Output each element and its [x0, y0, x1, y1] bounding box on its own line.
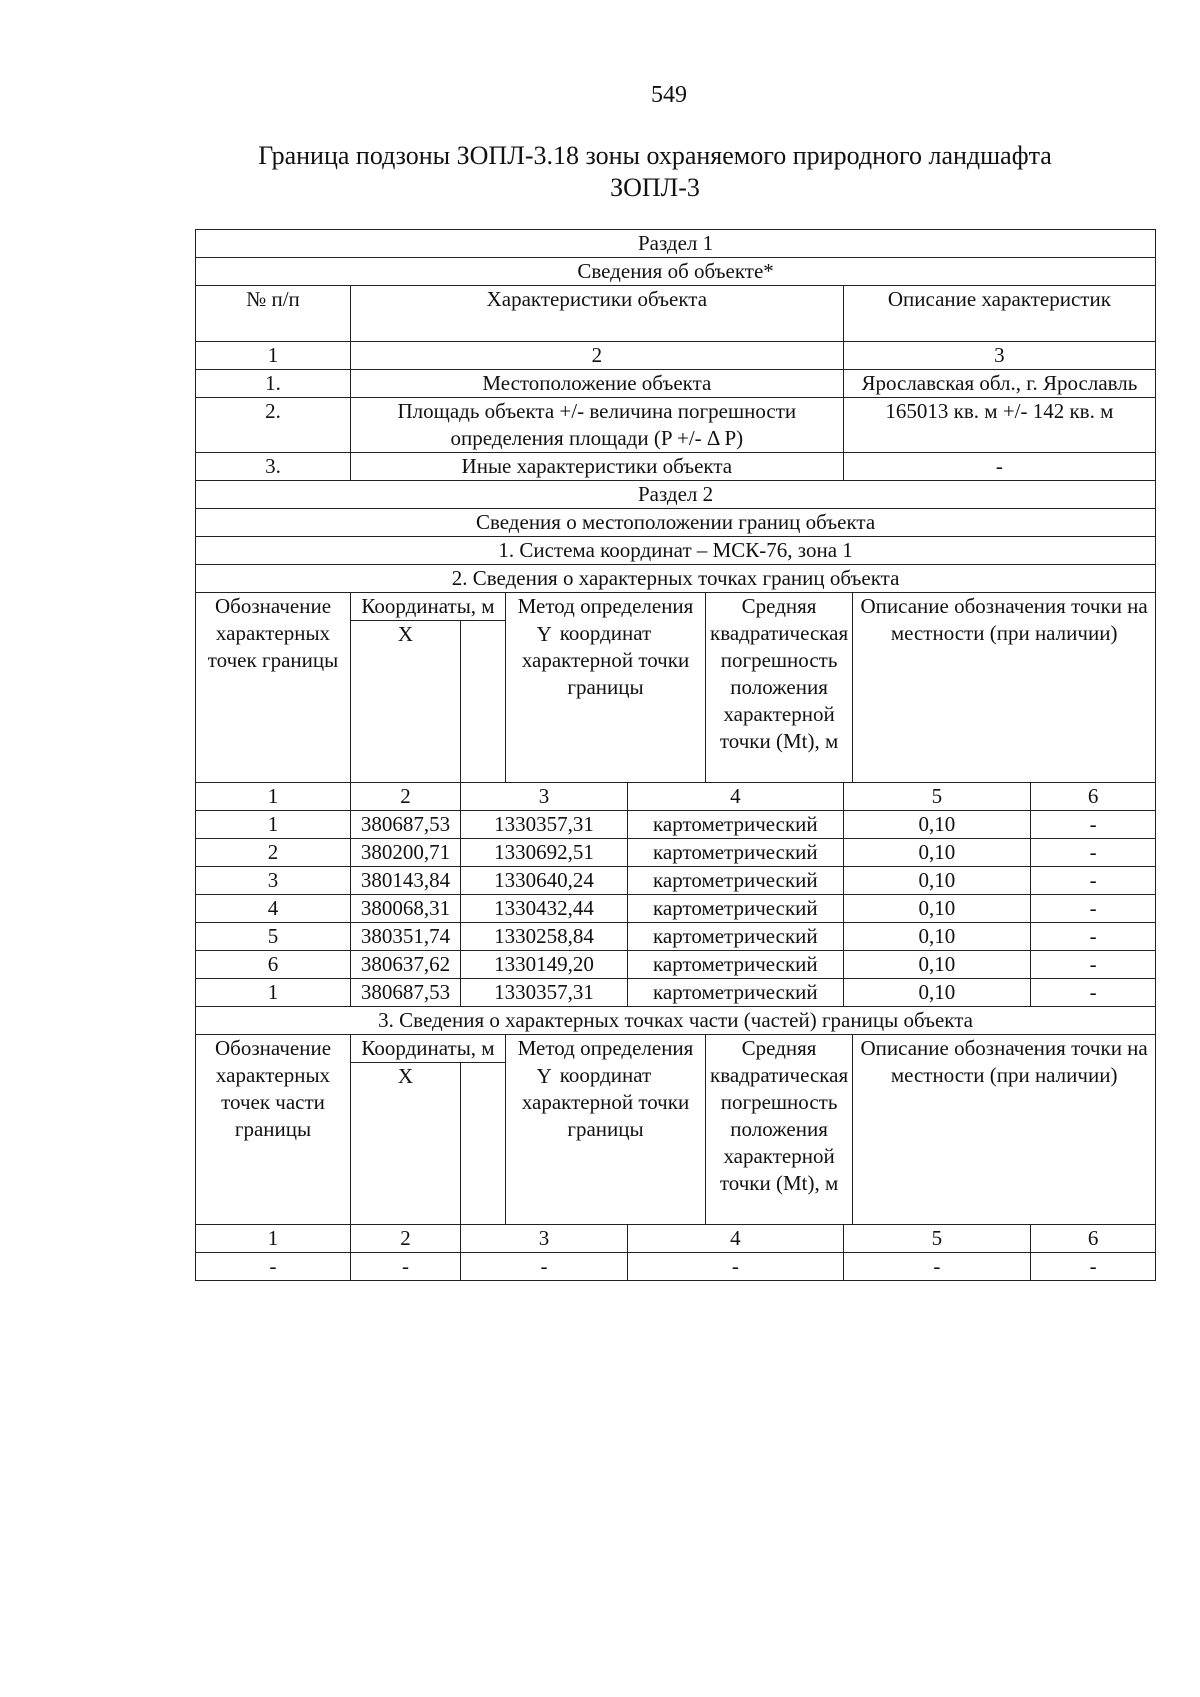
s1-colnum-1: 1 — [196, 342, 351, 370]
title-line-2: ЗОПЛ-3 — [610, 173, 700, 202]
s2-colnum-6: 6 — [1031, 783, 1156, 811]
point-number: 3 — [196, 867, 351, 895]
table-row — [196, 895, 1156, 923]
s2-colnum-1: 1 — [196, 783, 351, 811]
point-x: 380687,53 — [351, 979, 461, 1007]
parts-cell: - — [196, 1253, 351, 1281]
point-method: картометрический — [628, 895, 844, 923]
table-row — [196, 811, 1156, 839]
s1-row — [196, 398, 1156, 453]
point-x: 380687,53 — [351, 811, 461, 839]
point-method: картометрический — [628, 951, 844, 979]
section1-subtitle: Сведения об объекте* — [196, 258, 1156, 286]
boundary-table — [195, 229, 1156, 1281]
parts-cell: - — [351, 1253, 461, 1281]
s2-colnum-3: 3 — [461, 783, 628, 811]
point-method: картометрический — [628, 811, 844, 839]
s1-row-num: 3. — [196, 453, 351, 481]
parts-header-x: X — [351, 1063, 461, 1225]
s1-colnum-2: 2 — [351, 342, 844, 370]
point-desc: - — [1031, 923, 1156, 951]
point-number: 2 — [196, 839, 351, 867]
section1-title: Раздел 1 — [196, 230, 1156, 258]
point-method: картометрический — [628, 839, 844, 867]
point-x: 380351,74 — [351, 923, 461, 951]
s1-row-num: 1. — [196, 370, 351, 398]
s2-colnum-5: 5 — [843, 783, 1030, 811]
s1-row-num: 2. — [196, 398, 351, 453]
section2-subtitle: Сведения о местоположении границ объекта — [196, 509, 1156, 537]
s1-row-desc: - — [843, 453, 1155, 481]
parts-header-location: Описание обозначения точки на местности (при наличии) — [853, 1035, 1156, 1225]
point-y: 1330357,31 — [461, 979, 628, 1007]
point-method: картометрический — [628, 923, 844, 951]
boundary-table-wrapper — [195, 229, 1156, 1281]
parts-cell: - — [461, 1253, 628, 1281]
point-desc: - — [1031, 979, 1156, 1007]
point-x: 380200,71 — [351, 839, 461, 867]
table-row — [196, 979, 1156, 1007]
parts-colnum-4: 4 — [628, 1225, 844, 1253]
header-error: Средняя квадратическая погрешность положения характерной точки (Mt), м — [706, 593, 853, 783]
title-line-1: Граница подзоны ЗОПЛ-3.18 зоны охраняемого природного ландшафта — [258, 141, 1052, 170]
point-number: 1 — [196, 979, 351, 1007]
header-method: Метод определения координат характерной точки границы — [506, 593, 706, 783]
parts-header-designation: Обозначение характерных точек части границы — [196, 1035, 351, 1225]
document-title — [0, 140, 1200, 204]
table-row — [196, 867, 1156, 895]
s1-row — [196, 370, 1156, 398]
header-characteristics: Характеристики объекта — [351, 286, 844, 342]
point-y: 1330640,24 — [461, 867, 628, 895]
header-num: № п/п — [196, 286, 351, 342]
point-x: 380143,84 — [351, 867, 461, 895]
point-number: 4 — [196, 895, 351, 923]
s1-row-char: Площадь объекта +/- величина погрешности определения площади (P +/- Δ P) — [351, 398, 844, 453]
point-mt: 0,10 — [843, 811, 1030, 839]
s2-colnum-4: 4 — [628, 783, 844, 811]
s1-row-char: Местоположение объекта — [351, 370, 844, 398]
parts-header-error: Средняя квадратическая погрешность положения характерной точки (Mt), м — [706, 1035, 853, 1225]
page-number: 549 — [651, 82, 687, 108]
s1-row-desc: 165013 кв. м +/- 142 кв. м — [843, 398, 1155, 453]
parts-cell: - — [1031, 1253, 1156, 1281]
section2-title: Раздел 2 — [196, 481, 1156, 509]
point-desc: - — [1031, 867, 1156, 895]
parts-colnum-1: 1 — [196, 1225, 351, 1253]
coord-system: 1. Система координат – МСК-76, зона 1 — [196, 537, 1156, 565]
point-desc: - — [1031, 811, 1156, 839]
point-desc: - — [1031, 895, 1156, 923]
point-y: 1330692,51 — [461, 839, 628, 867]
point-y: 1330258,84 — [461, 923, 628, 951]
parts-cell: - — [843, 1253, 1030, 1281]
table-row — [196, 951, 1156, 979]
header-x: X — [351, 621, 461, 783]
header-y: Y — [461, 621, 628, 783]
header-designation: Обозначение характерных точек границы — [196, 593, 351, 783]
point-mt: 0,10 — [843, 867, 1030, 895]
s1-row-desc: Ярославская обл., г. Ярославль — [843, 370, 1155, 398]
point-desc: - — [1031, 839, 1156, 867]
parts-header-method: Метод определения координат характерной точки границы — [506, 1035, 706, 1225]
parts-colnum-3: 3 — [461, 1225, 628, 1253]
parts-colnum-6: 6 — [1031, 1225, 1156, 1253]
point-number: 1 — [196, 811, 351, 839]
point-x: 380637,62 — [351, 951, 461, 979]
table-row — [196, 1253, 1156, 1281]
point-mt: 0,10 — [843, 895, 1030, 923]
header-coords: Координаты, м — [351, 593, 506, 621]
header-description: Описание характеристик — [843, 286, 1155, 342]
s2-colnum-2: 2 — [351, 783, 461, 811]
s1-colnum-3: 3 — [843, 342, 1155, 370]
parts-colnum-5: 5 — [843, 1225, 1030, 1253]
parts-cell: - — [628, 1253, 844, 1281]
table-row — [196, 839, 1156, 867]
point-number: 5 — [196, 923, 351, 951]
point-number: 6 — [196, 951, 351, 979]
parts-colnum-2: 2 — [351, 1225, 461, 1253]
point-x: 380068,31 — [351, 895, 461, 923]
point-mt: 0,10 — [843, 979, 1030, 1007]
s1-row — [196, 453, 1156, 481]
parts-header-y: Y — [461, 1063, 628, 1225]
point-method: картометрический — [628, 867, 844, 895]
point-mt: 0,10 — [843, 923, 1030, 951]
point-y: 1330357,31 — [461, 811, 628, 839]
point-mt: 0,10 — [843, 951, 1030, 979]
table-row — [196, 923, 1156, 951]
point-mt: 0,10 — [843, 839, 1030, 867]
points-title: 2. Сведения о характерных точках границ объекта — [196, 565, 1156, 593]
parts-title: 3. Сведения о характерных точках части (частей) границы объекта — [196, 1007, 1156, 1035]
point-method: картометрический — [628, 979, 844, 1007]
parts-header-coords: Координаты, м — [351, 1035, 506, 1063]
point-y: 1330149,20 — [461, 951, 628, 979]
point-y: 1330432,44 — [461, 895, 628, 923]
point-desc: - — [1031, 951, 1156, 979]
header-location: Описание обозначения точки на местности (при наличии) — [853, 593, 1156, 783]
s1-row-char: Иные характеристики объекта — [351, 453, 844, 481]
